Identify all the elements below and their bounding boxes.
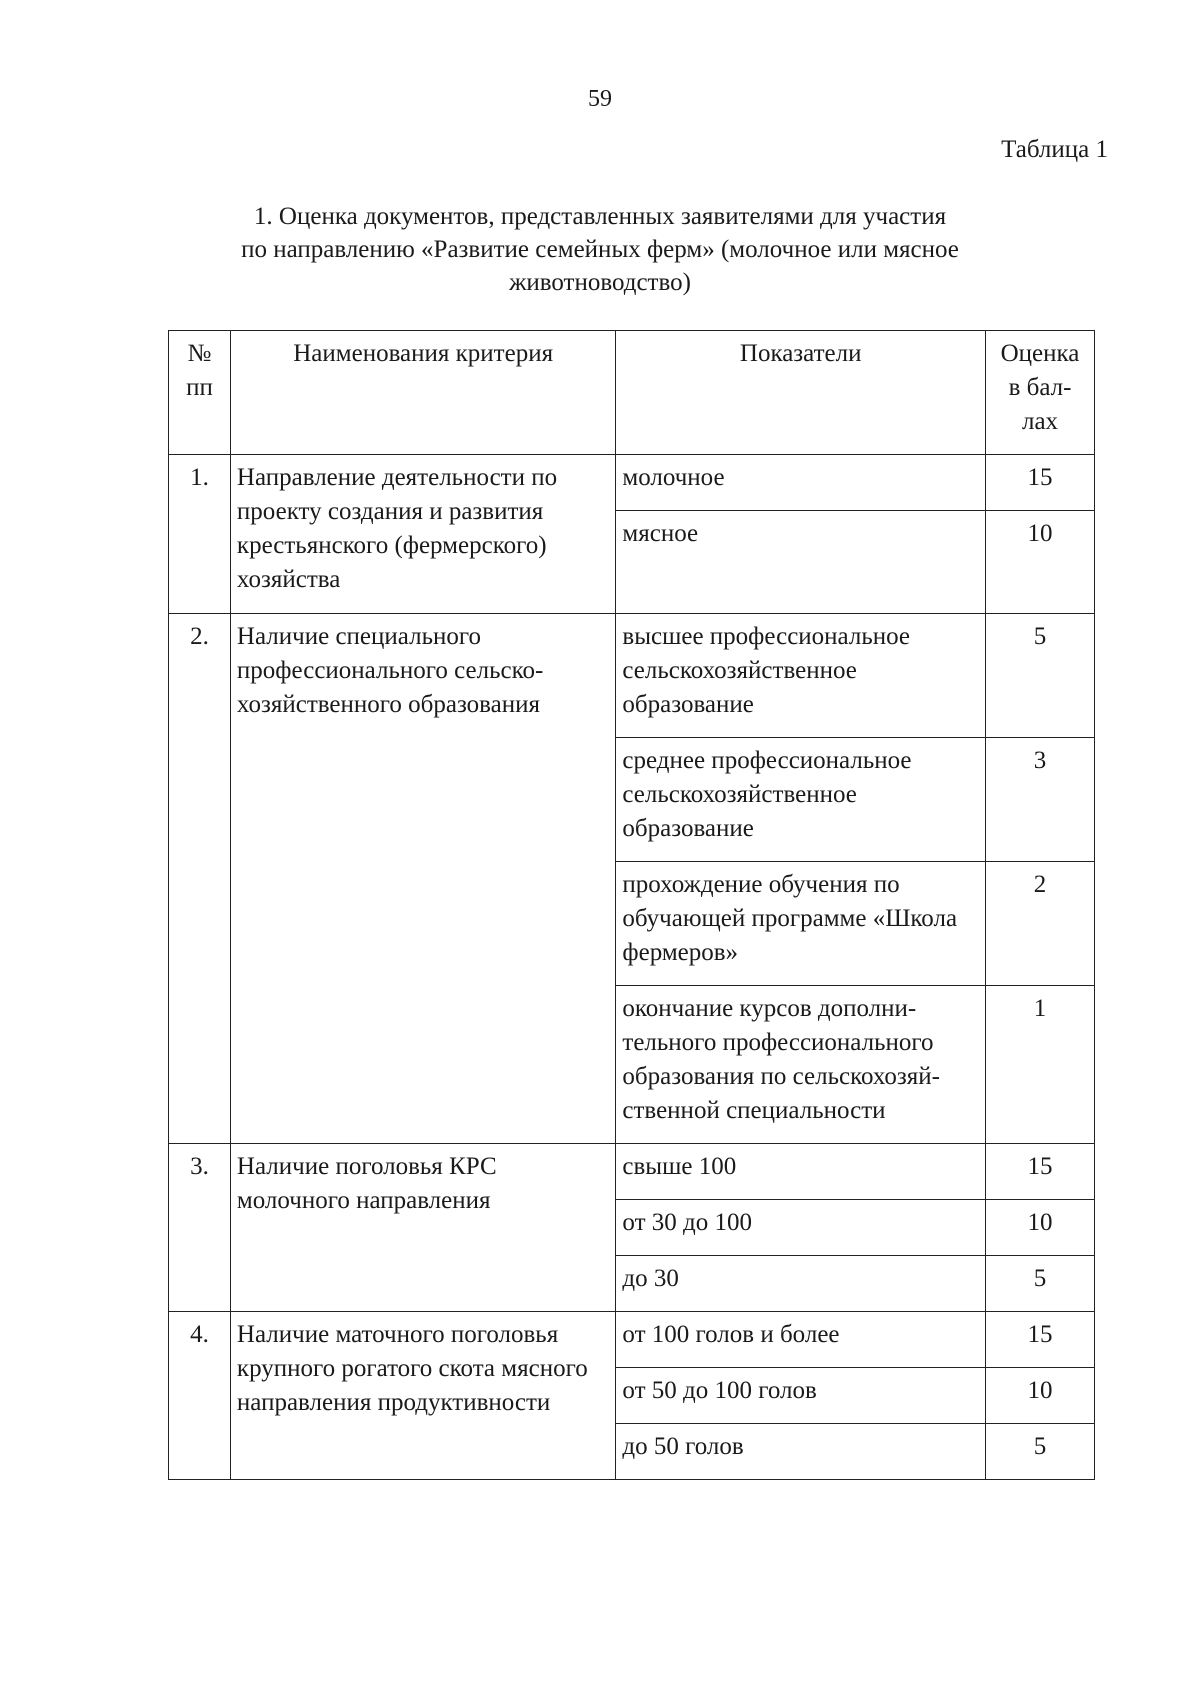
indicator: до 30 xyxy=(616,1256,986,1312)
table-header-row xyxy=(169,331,1095,455)
header-number-line-1: № xyxy=(187,340,212,367)
header-score-line-1: Оценка xyxy=(1000,340,1080,367)
page-number: 59 xyxy=(588,86,612,112)
score: 1 xyxy=(986,986,1095,1144)
score: 5 xyxy=(986,614,1095,738)
header-number-line-2: пп xyxy=(186,374,213,401)
header-indicators: Показатели xyxy=(616,331,986,455)
score: 10 xyxy=(986,511,1095,614)
row-number: 3. xyxy=(169,1144,231,1312)
score: 15 xyxy=(986,455,1095,511)
header-score-line-2: в бал- xyxy=(1008,374,1072,401)
criteria-table xyxy=(168,330,1095,1480)
indicator: от 30 до 100 xyxy=(616,1200,986,1256)
title-line-3: животноводство) xyxy=(509,269,691,296)
row-number: 2. xyxy=(169,614,231,1144)
title-line-1: 1. Оценка документов, представленных заявителями для участия xyxy=(253,203,947,230)
table-row xyxy=(169,614,1095,738)
header-criterion-name: Наименования критерия xyxy=(230,331,615,455)
indicator: окончание курсов дополни-тельного профессионального образования по сельскохозяй-ственной специальности xyxy=(616,986,986,1144)
score: 15 xyxy=(986,1312,1095,1368)
indicator: до 50 голов xyxy=(616,1424,986,1480)
indicator: прохождение обучения по обучающей программе «Школа фермеров» xyxy=(616,862,986,986)
header-number xyxy=(169,331,231,455)
score: 10 xyxy=(986,1200,1095,1256)
indicator: от 50 до 100 голов xyxy=(616,1368,986,1424)
indicator: мясное xyxy=(616,511,986,614)
criterion-name: Наличие маточного поголовья крупного рогатого скота мясного направления продуктивности xyxy=(230,1312,615,1480)
document-title xyxy=(200,200,1000,299)
row-number: 4. xyxy=(169,1312,231,1480)
indicator: от 100 голов и более xyxy=(616,1312,986,1368)
criterion-name: Наличие специального профессионального сельско-хозяйственного образования xyxy=(230,614,615,1144)
table-row xyxy=(169,1144,1095,1200)
indicator: высшее профессиональное сельскохозяйственное образование xyxy=(616,614,986,738)
header-score xyxy=(986,331,1095,455)
criterion-name: Наличие поголовья КРС молочного направления xyxy=(230,1144,615,1312)
indicator: свыше 100 xyxy=(616,1144,986,1200)
header-score-line-3: лах xyxy=(1021,408,1059,435)
score: 5 xyxy=(986,1424,1095,1480)
score: 10 xyxy=(986,1368,1095,1424)
score: 15 xyxy=(986,1144,1095,1200)
criterion-name: Направление деятельности по проекту создания и развития крестьянского (фермерского) хозяйства xyxy=(230,455,615,614)
title-line-2: по направлению «Развитие семейных ферм» (молочное или мясное xyxy=(241,236,959,263)
score: 5 xyxy=(986,1256,1095,1312)
row-number: 1. xyxy=(169,455,231,614)
indicator: молочное xyxy=(616,455,986,511)
table-row xyxy=(169,1312,1095,1368)
indicator: среднее профессиональное сельскохозяйственное образование xyxy=(616,738,986,862)
score: 3 xyxy=(986,738,1095,862)
score: 2 xyxy=(986,862,1095,986)
table-label: Таблица 1 xyxy=(1001,136,1108,163)
table-row xyxy=(169,455,1095,511)
